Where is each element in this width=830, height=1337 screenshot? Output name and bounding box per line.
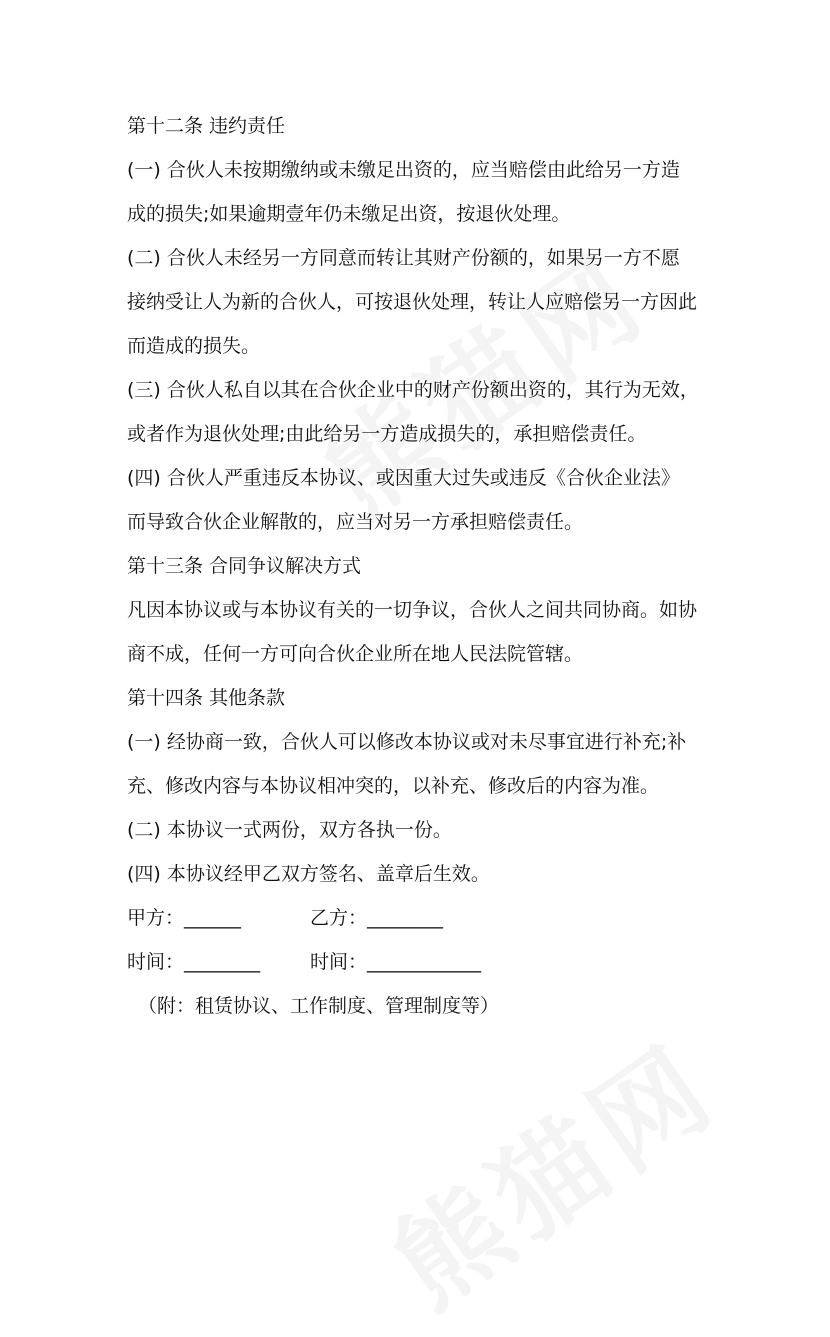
signature-row-dates	[127, 940, 707, 984]
paragraph-line: 接纳受让人为新的合伙人，可按退伙处理，转让人应赔偿另一方因此	[127, 291, 698, 313]
party-a-date: 时间：________	[127, 951, 261, 973]
party-a-signature: 甲方：______	[127, 907, 242, 929]
paragraph-line: 或者作为退伙处理;由此给另一方造成损失的，承担赔偿责任。	[127, 423, 647, 445]
paragraph-line: (二) 本协议一式两份，双方各执一份。	[127, 819, 452, 841]
watermark	[357, 1001, 743, 1337]
article-14-heading: 第十四条 其他条款	[127, 687, 286, 709]
article-12-heading: 第十二条 违约责任	[127, 115, 286, 137]
article-13-heading: 第十三条 合同争议解决方式	[127, 555, 362, 577]
paragraph-line: (一) 合伙人未按期缴纳或未缴足出资的，应当赔偿由此给另一方造	[127, 159, 680, 181]
paragraph-line: (四) 本协议经甲乙双方签名、盖章后生效。	[127, 863, 490, 885]
paragraph-line: 而造成的损失。	[127, 335, 261, 357]
paragraph-line: (一) 经协商一致，合伙人可以修改本协议或对未尽事宜进行补充;补	[127, 731, 687, 753]
paragraph-line: 而导致合伙企业解散的，应当对另一方承担赔偿责任。	[127, 511, 584, 533]
document-body	[127, 104, 707, 1028]
paragraph-line: 凡因本协议或与本协议有关的一切争议，合伙人之间共同协商。如协	[127, 599, 698, 621]
signature-row-parties	[127, 896, 707, 940]
party-b-signature: 乙方：________	[310, 907, 444, 929]
party-b-date: 时间：____________	[310, 951, 482, 973]
paragraph-line: 成的损失;如果逾期壹年仍未缴足出资，按退伙处理。	[127, 203, 571, 225]
attachment-note: （附：租赁协议、工作制度、管理制度等）	[138, 995, 500, 1017]
paragraph-line: (二) 合伙人未经另一方同意而转让其财产份额的，如果另一方不愿	[127, 247, 680, 269]
paragraph-line: 商不成，任何一方可向合伙企业所在地人民法院管辖。	[127, 643, 584, 665]
paragraph-line: (三) 合伙人私自以其在合伙企业中的财产份额出资的，其行为无效，	[127, 379, 699, 401]
paragraph-line: 充、修改内容与本协议相冲突的，以补充、修改后的内容为准。	[127, 775, 660, 797]
paragraph-line: (四) 合伙人严重违反本协议、或因重大过失或违反《合伙企业法》	[127, 467, 680, 489]
